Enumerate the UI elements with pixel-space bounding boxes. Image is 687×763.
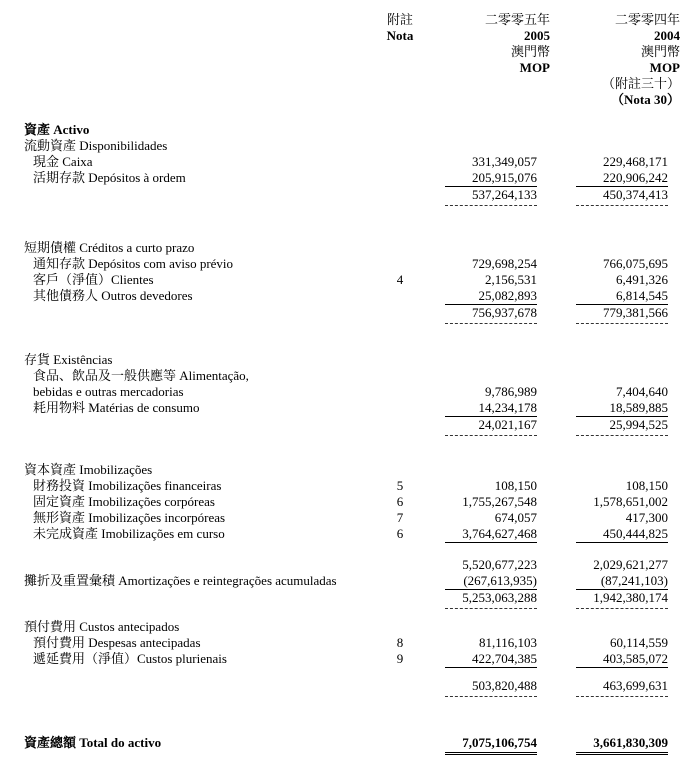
amount-2004: 229,468,171 [603, 154, 668, 169]
amount-2005: 537,264,133 [445, 187, 537, 206]
currency-2004-zh: 澳門幣 [640, 44, 680, 59]
note-ref: 6 [396, 526, 404, 541]
amount-2005: 25,082,893 [445, 288, 537, 305]
amount-2004: (87,241,103) [576, 573, 668, 590]
row-imobilizacoes-corporeas [24, 494, 668, 510]
amount-2005: 422,704,385 [445, 651, 537, 668]
note-header-pt: Nota [386, 28, 414, 43]
amount-2004: 2,029,621,277 [593, 557, 668, 572]
row-caixa [24, 154, 668, 170]
amount-2005: 503,820,488 [445, 678, 537, 697]
row-materias-de-consumo [24, 400, 668, 417]
amount-2004: 3,661,830,309 [576, 735, 668, 755]
amount-2004: 463,699,631 [576, 678, 668, 697]
amount-2004: 779,381,566 [576, 305, 668, 324]
amount-2005: (267,613,935) [445, 573, 537, 590]
note-header-zh: 附註 [386, 12, 413, 27]
row-despesas-antecipadas [24, 635, 668, 651]
amount-2004: 108,150 [625, 478, 668, 493]
currency-2005: MOP [519, 60, 550, 75]
note-ref: 7 [396, 510, 404, 525]
amount-2005: 81,116,103 [478, 635, 537, 650]
row-alimentacao-line1 [24, 368, 668, 384]
subtotal-custos-antecipados [24, 678, 668, 697]
row-label: 資產 Activo [24, 122, 90, 137]
note-ref-2004-zh: （附註三十） [601, 76, 680, 91]
amount-2004: 417,300 [625, 510, 668, 525]
row-depositos-a-ordem [24, 170, 668, 187]
row-label: 短期債權 Créditos a curto prazo [24, 240, 195, 255]
note-ref: 8 [396, 635, 404, 650]
section-imobilizacoes [24, 462, 668, 478]
amount-2004: 60,114,559 [609, 635, 668, 650]
note-ref: 6 [396, 494, 404, 509]
year-2004: 2004 [654, 28, 680, 43]
amount-2004: 450,374,413 [576, 187, 668, 206]
row-imobilizacoes-financeiras [24, 478, 668, 494]
row-label: 其他債務人 Outros devedores [33, 288, 193, 303]
amount-2004: 220,906,242 [576, 170, 668, 187]
row-alimentacao-line2 [24, 384, 668, 400]
row-amortizacoes-acumuladas [24, 573, 668, 590]
note-column-header [378, 12, 422, 44]
note-ref: 9 [396, 651, 404, 666]
amount-2004: 25,994,525 [576, 417, 668, 436]
row-label: 耗用物料 Matérias de consumo [33, 400, 200, 415]
subtotal-imobilizacoes-liquido [24, 590, 668, 609]
amount-2005: 1,755,267,548 [462, 494, 537, 509]
row-label: 存貨 Existências [24, 352, 113, 367]
row-label: 遞延費用（淨值）Custos plurienais [33, 651, 227, 666]
section-creditos-curto-prazo [24, 240, 668, 256]
amount-2004: 1,578,651,002 [593, 494, 668, 509]
amount-2005: 5,520,677,223 [462, 557, 537, 572]
amount-2005: 24,021,167 [445, 417, 537, 436]
amount-2005: 5,253,063,288 [445, 590, 537, 609]
row-label: 財務投資 Imobilizações financeiras [33, 478, 222, 493]
row-label: bebidas e outras mercadorias [33, 384, 184, 399]
row-label: 固定資產 Imobilizações corpóreas [33, 494, 215, 509]
row-label: 資產總額 Total do activo [24, 735, 162, 750]
subtotal-imobilizacoes-bruto [24, 557, 668, 573]
section-disponibilidades [24, 138, 668, 154]
amount-2004: 6,491,326 [616, 272, 668, 287]
amount-2004: 7,404,640 [616, 384, 668, 399]
row-custos-plurienais [24, 651, 668, 668]
row-label: 活期存款 Depósitos à ordem [33, 170, 186, 185]
currency-2004: MOP [649, 60, 680, 75]
amount-2005: 674,057 [494, 510, 537, 525]
balance-rows [24, 122, 668, 755]
column-headers [24, 12, 680, 108]
section-existencias [24, 352, 668, 368]
note-ref-2004-pt: （Nota 30） [611, 92, 680, 107]
amount-2005: 3,764,627,468 [445, 526, 537, 543]
subtotal-existencias [24, 417, 668, 436]
amount-2005: 205,915,076 [445, 170, 537, 187]
amount-2004: 450,444,825 [576, 526, 668, 543]
amount-2005: 108,150 [494, 478, 537, 493]
column-header-2004 [588, 12, 680, 108]
amount-2004: 403,585,072 [576, 651, 668, 668]
year-2005: 2005 [524, 28, 550, 43]
section-custos-antecipados [24, 619, 668, 635]
column-header-2005 [458, 12, 550, 76]
row-outros-devedores [24, 288, 668, 305]
amount-2005: 729,698,254 [472, 256, 537, 271]
amount-2005: 14,234,178 [445, 400, 537, 417]
amount-2004: 766,075,695 [603, 256, 668, 271]
amount-2005: 2,156,531 [485, 272, 537, 287]
row-label: 現金 Caixa [33, 154, 93, 169]
row-depositos-aviso-previo [24, 256, 668, 272]
subtotal-disponibilidades [24, 187, 668, 206]
row-imobilizacoes-incorporeas [24, 510, 668, 526]
row-label: 預付費用 Custos antecipados [24, 619, 180, 634]
row-label: 無形資產 Imobilizações incorpóreas [33, 510, 226, 525]
subtotal-creditos-curto-prazo [24, 305, 668, 324]
amount-2004: 1,942,380,174 [576, 590, 668, 609]
year-2005-zh: 二零零五年 [484, 12, 550, 27]
row-label: 通知存款 Depósitos com aviso prévio [33, 256, 234, 271]
year-2004-zh: 二零零四年 [614, 12, 680, 27]
amount-2004: 6,814,545 [576, 288, 668, 305]
row-label: 客戶（淨值）Clientes [33, 272, 154, 287]
row-label: 預付費用 Despesas antecipadas [33, 635, 201, 650]
amount-2005: 7,075,106,754 [445, 735, 537, 755]
total-do-activo [24, 735, 668, 755]
amount-2005: 9,786,989 [485, 384, 537, 399]
row-label: 攤折及重置彙積 Amortizações e reintegrações acumuladas [24, 573, 337, 588]
row-label: 資本資產 Imobilizações [24, 462, 153, 477]
row-label: 食品、飲品及一般供應等 Alimentação, [33, 368, 249, 383]
title-activo [24, 122, 668, 138]
row-imobilizacoes-em-curso [24, 526, 668, 543]
amount-2004: 18,589,885 [576, 400, 668, 417]
note-ref: 4 [396, 272, 404, 287]
amount-2005: 331,349,057 [472, 154, 537, 169]
row-label: 流動資產 Disponibilidades [24, 138, 168, 153]
note-ref: 5 [396, 478, 404, 493]
row-label: 未完成資產 Imobilizações em curso [33, 526, 225, 541]
row-clientes [24, 272, 668, 288]
amount-2005: 756,937,678 [445, 305, 537, 324]
currency-2005-zh: 澳門幣 [510, 44, 550, 59]
